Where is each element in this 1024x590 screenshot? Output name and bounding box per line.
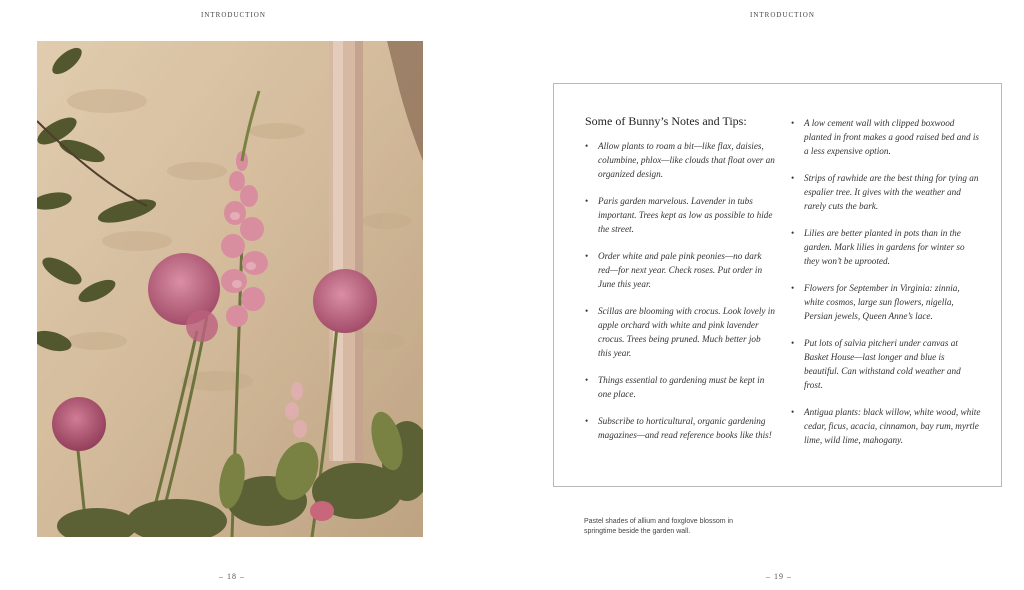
- page-number-right: – 19 –: [766, 572, 792, 581]
- tip-item: • Scillas are blooming with crocus. Look lovely in apple orchard with white and pink lavender crocus. Trees being pruned. Much better job this year.: [585, 304, 775, 360]
- tip-item: • Put lots of salvia pitcheri under canvas at Basket House—last longer and blue is beautiful. Can withstand cold weather and frost.: [791, 336, 981, 392]
- tip-item: • Lilies are better planted in pots than in the garden. Mark lilies in gardens for winter so they won’t be uprooted.: [791, 226, 981, 268]
- tip-item: • Paris garden marvelous. Lavender in tubs important. Trees kept as low as possible to hide the street.: [585, 194, 775, 236]
- tip-item: • Subscribe to horticultural, organic gardening magazines—and read reference books like this!: [585, 414, 775, 442]
- tip-item: • Order white and pale pink peonies—no dark red—for next year. Check roses. Put order in June this year.: [585, 249, 775, 291]
- photo-caption: Pastel shades of allium and foxglove blossom in springtime beside the garden wall.: [584, 518, 734, 535]
- tips-title: Some of Bunny’s Notes and Tips:: [585, 114, 747, 128]
- tip-item: • A low cement wall with clipped boxwood planted in front makes a good raised bed and is a less expensive option.: [791, 116, 981, 158]
- tip-item: • Antigua plants: black willow, white wood, white cedar, ficus, acacia, cinnamon, bay rum, myrtle lime, wild lime, mahogany.: [791, 405, 981, 447]
- tip-item: • Things essential to gardening must be kept in one place.: [585, 373, 775, 401]
- tip-item: • Allow plants to roam a bit—like flax, daisies, columbine, phlox—like clouds that float over an organized design.: [585, 139, 775, 181]
- notes-and-tips-box: [553, 83, 1002, 487]
- running-head-right: INTRODUCTION: [750, 11, 815, 19]
- tips-column-right: [791, 116, 981, 460]
- tips-list-left: [585, 139, 775, 442]
- tip-item: • Flowers for September in Virginia: zinnia, white cosmos, large sun flowers, nigella, Persian jewels, Queen Anne’s lace.: [791, 281, 981, 323]
- tips-list-right: [791, 116, 981, 447]
- page-number-left: – 18 –: [219, 572, 245, 581]
- tips-column-left: [585, 114, 775, 455]
- tip-item: • Strips of rawhide are the best thing for tying an espalier tree. It gives with the weather and rarely cuts the bark.: [791, 171, 981, 213]
- foxglove-and-allium-photo: [37, 41, 423, 537]
- running-head-left: INTRODUCTION: [201, 11, 266, 19]
